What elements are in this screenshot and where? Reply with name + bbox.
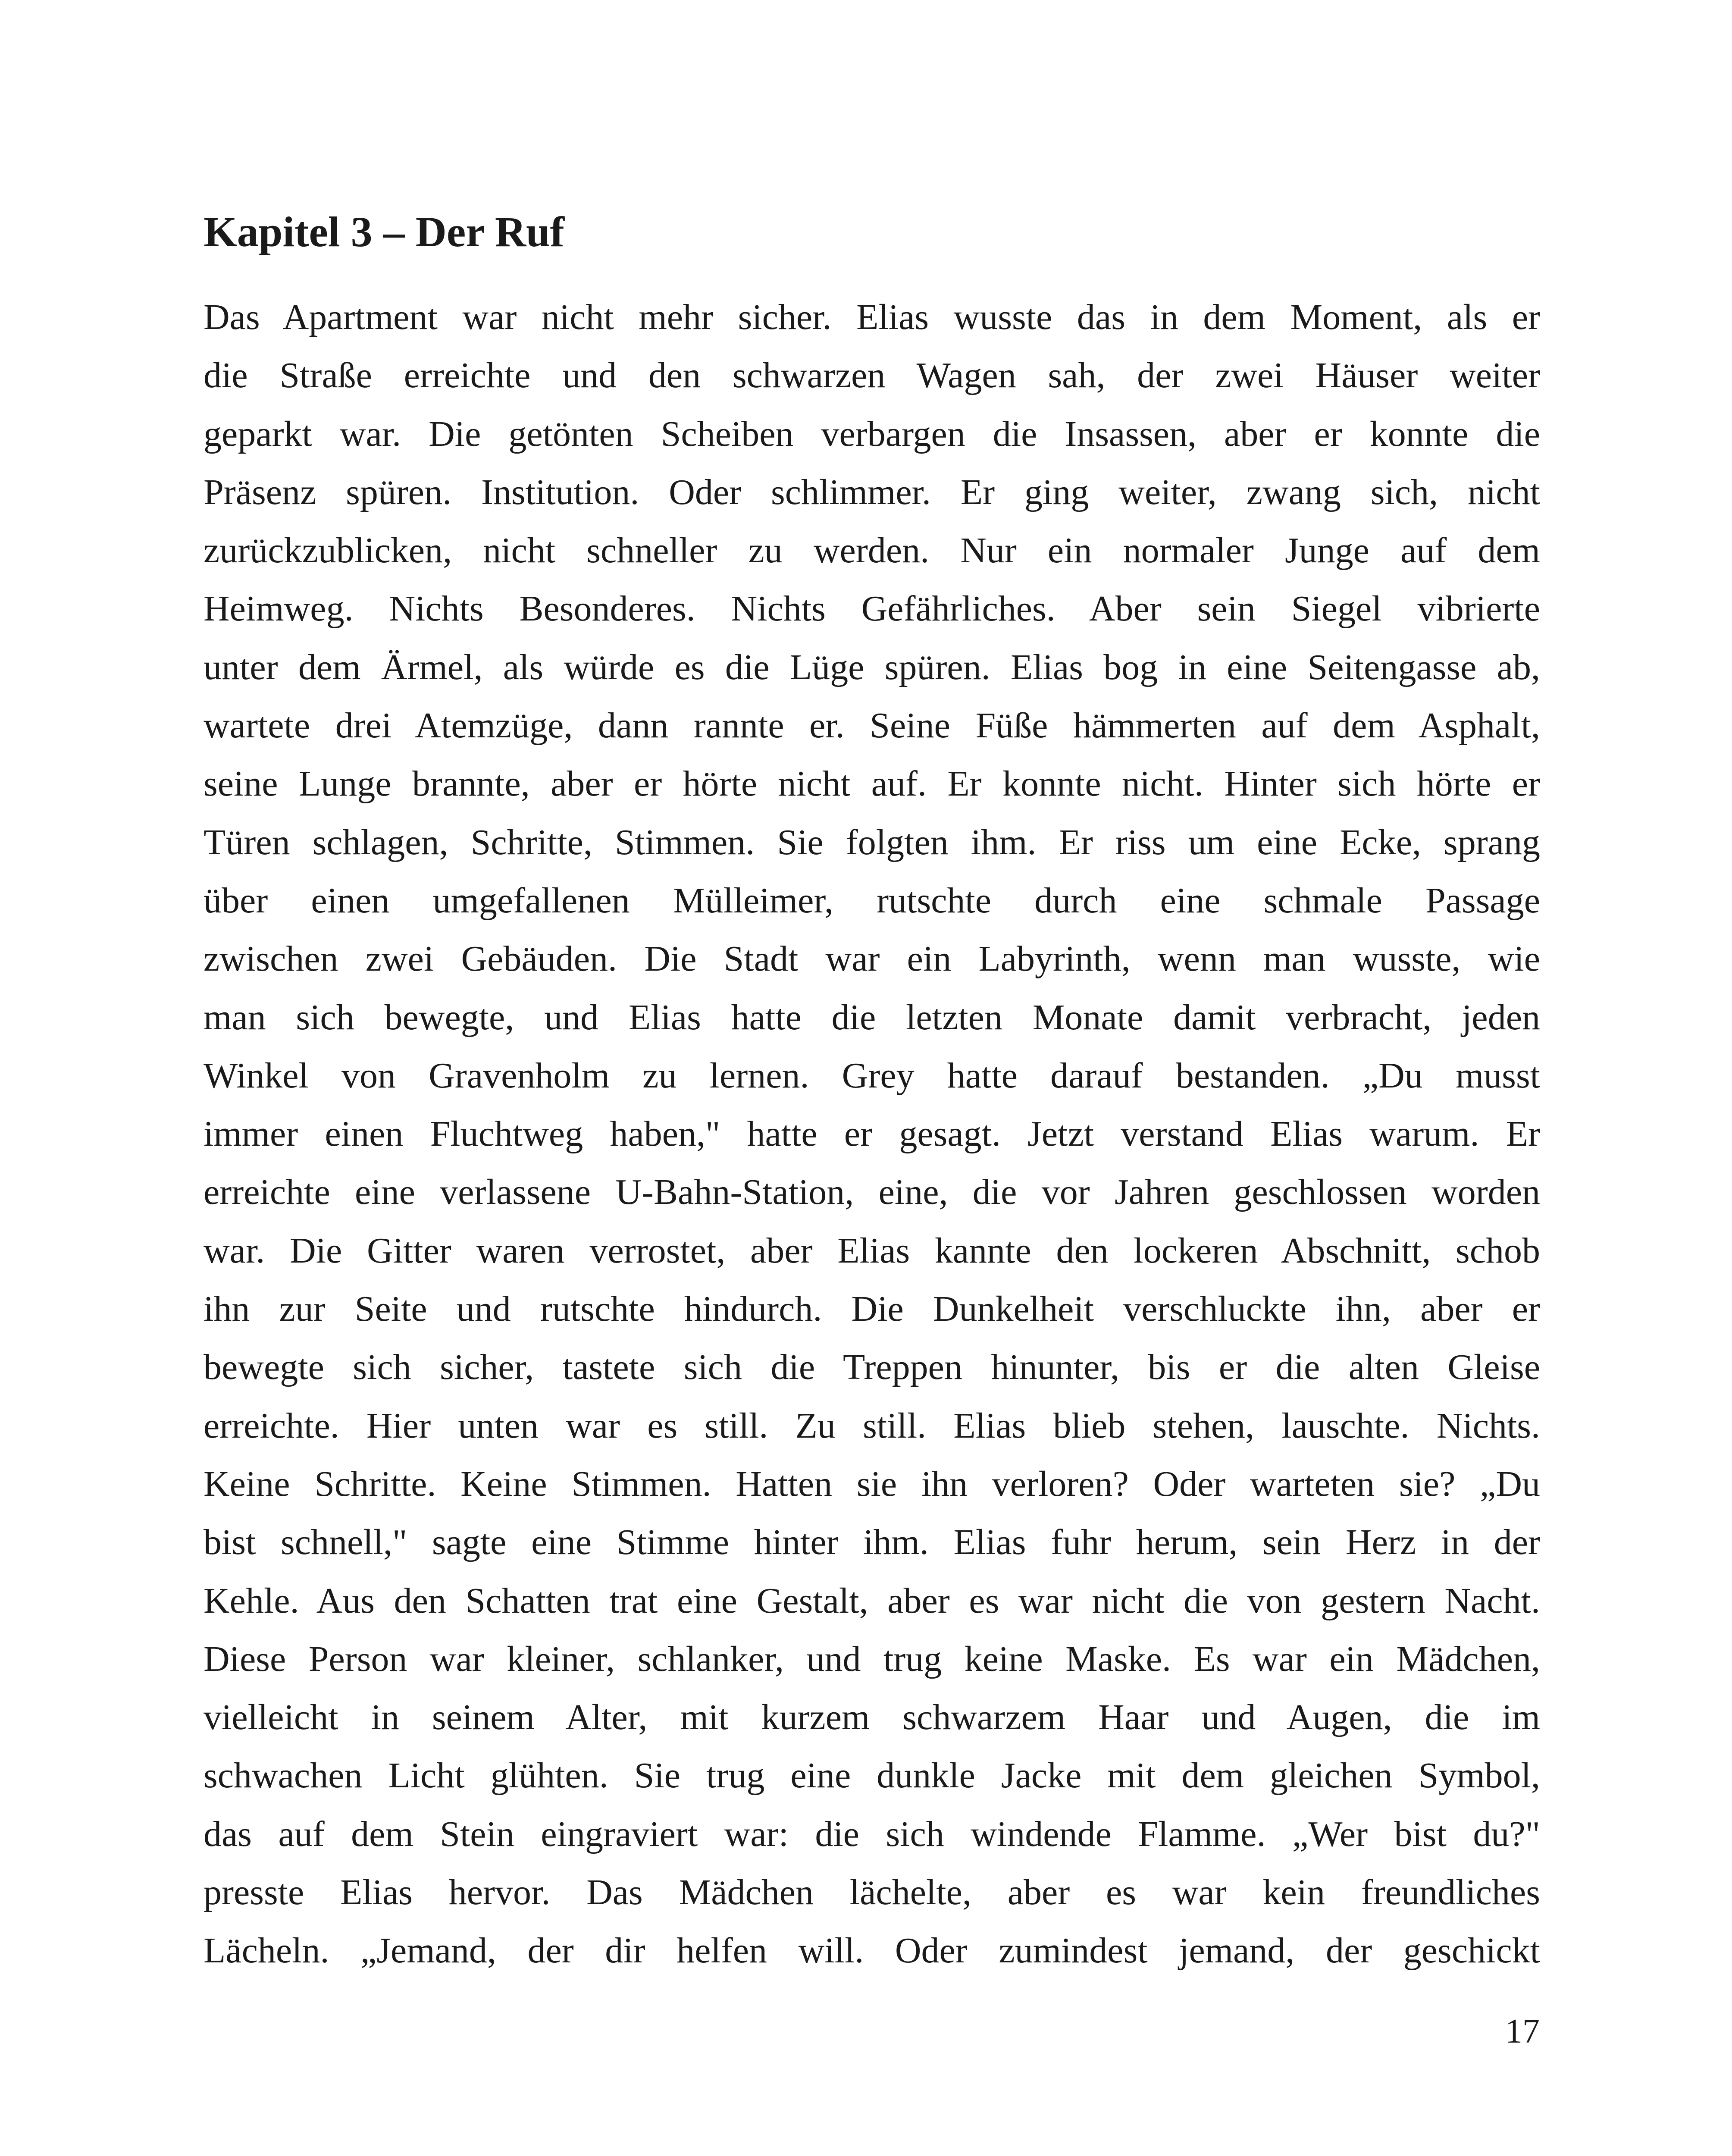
text-line: Winkel von Gravenholm zu lernen. Grey hatte darauf bestanden. „Du musst	[204, 1055, 1540, 1096]
text-line: unter dem Ärmel, als würde es die Lüge spüren. Elias bog in eine Seitengasse ab,	[204, 647, 1540, 687]
text-line: Diese Person war kleiner, schlanker, und trug keine Maske. Es war ein Mädchen,	[204, 1639, 1540, 1679]
text-line: presste Elias hervor. Das Mädchen lächelte, aber es war kein freundliches	[204, 1872, 1540, 1913]
text-line: zwischen zwei Gebäuden. Die Stadt war ein Labyrinth, wenn man wusste, wie	[204, 939, 1540, 979]
text-line: die Straße erreichte und den schwarzen Wagen sah, der zwei Häuser weiter	[204, 355, 1540, 396]
text-line: ihn zur Seite und rutschte hindurch. Die Dunkelheit verschluckte ihn, aber er	[204, 1289, 1540, 1329]
text-line: man sich bewegte, und Elias hatte die letzten Monate damit verbracht, jeden	[204, 997, 1540, 1037]
text-line: erreichte eine verlassene U-Bahn-Station, eine, die vor Jahren geschlossen worden	[204, 1172, 1540, 1213]
text-line: immer einen Fluchtweg haben," hatte er gesagt. Jetzt verstand Elias warum. Er	[204, 1114, 1540, 1154]
text-line: Heimweg. Nichts Besonderes. Nichts Gefährliches. Aber sein Siegel vibrierte	[204, 589, 1540, 629]
text-line: über einen umgefallenen Mülleimer, rutschte durch eine schmale Passage	[204, 880, 1540, 921]
body-text	[204, 288, 1540, 1980]
text-line: schwachen Licht glühten. Sie trug eine dunkle Jacke mit dem gleichen Symbol,	[204, 1755, 1540, 1796]
text-line: Keine Schritte. Keine Stimmen. Hatten sie ihn verloren? Oder warteten sie? „Du	[204, 1463, 1540, 1504]
text-line: war. Die Gitter waren verrostet, aber Elias kannte den lockeren Abschnitt, schob	[204, 1230, 1540, 1271]
text-line: seine Lunge brannte, aber er hörte nicht auf. Er konnte nicht. Hinter sich hörte er	[204, 764, 1540, 804]
text-line: das auf dem Stein eingraviert war: die sich windende Flamme. „Wer bist du?"	[204, 1814, 1540, 1854]
text-line: geparkt war. Die getönten Scheiben verbargen die Insassen, aber er konnte die	[204, 414, 1540, 454]
chapter-title: Kapitel 3 – Der Ruf	[204, 208, 564, 256]
text-line: erreichte. Hier unten war es still. Zu still. Elias blieb stehen, lauschte. Nichts.	[204, 1405, 1540, 1446]
text-line: bewegte sich sicher, tastete sich die Treppen hinunter, bis er die alten Gleise	[204, 1347, 1540, 1388]
text-line: Lächeln. „Jemand, der dir helfen will. Oder zumindest jemand, der geschickt	[204, 1930, 1540, 1971]
text-line: Präsenz spüren. Institution. Oder schlimmer. Er ging weiter, zwang sich, nicht	[204, 472, 1540, 512]
page-number: 17	[1505, 2012, 1540, 2050]
text-line: Das Apartment war nicht mehr sicher. Elias wusste das in dem Moment, als er	[204, 297, 1540, 337]
text-line: Kehle. Aus den Schatten trat eine Gestalt, aber es war nicht die von gestern Nacht.	[204, 1580, 1540, 1621]
text-line: Türen schlagen, Schritte, Stimmen. Sie folgten ihm. Er riss um eine Ecke, sprang	[204, 822, 1540, 862]
text-line: zurückzublicken, nicht schneller zu werden. Nur ein normaler Junge auf dem	[204, 530, 1540, 571]
text-line: vielleicht in seinem Alter, mit kurzem schwarzem Haar und Augen, die im	[204, 1697, 1540, 1738]
text-line: bist schnell," sagte eine Stimme hinter ihm. Elias fuhr herum, sein Herz in der	[204, 1522, 1540, 1563]
text-line: wartete drei Atemzüge, dann rannte er. Seine Füße hämmerten auf dem Asphalt,	[204, 705, 1540, 746]
